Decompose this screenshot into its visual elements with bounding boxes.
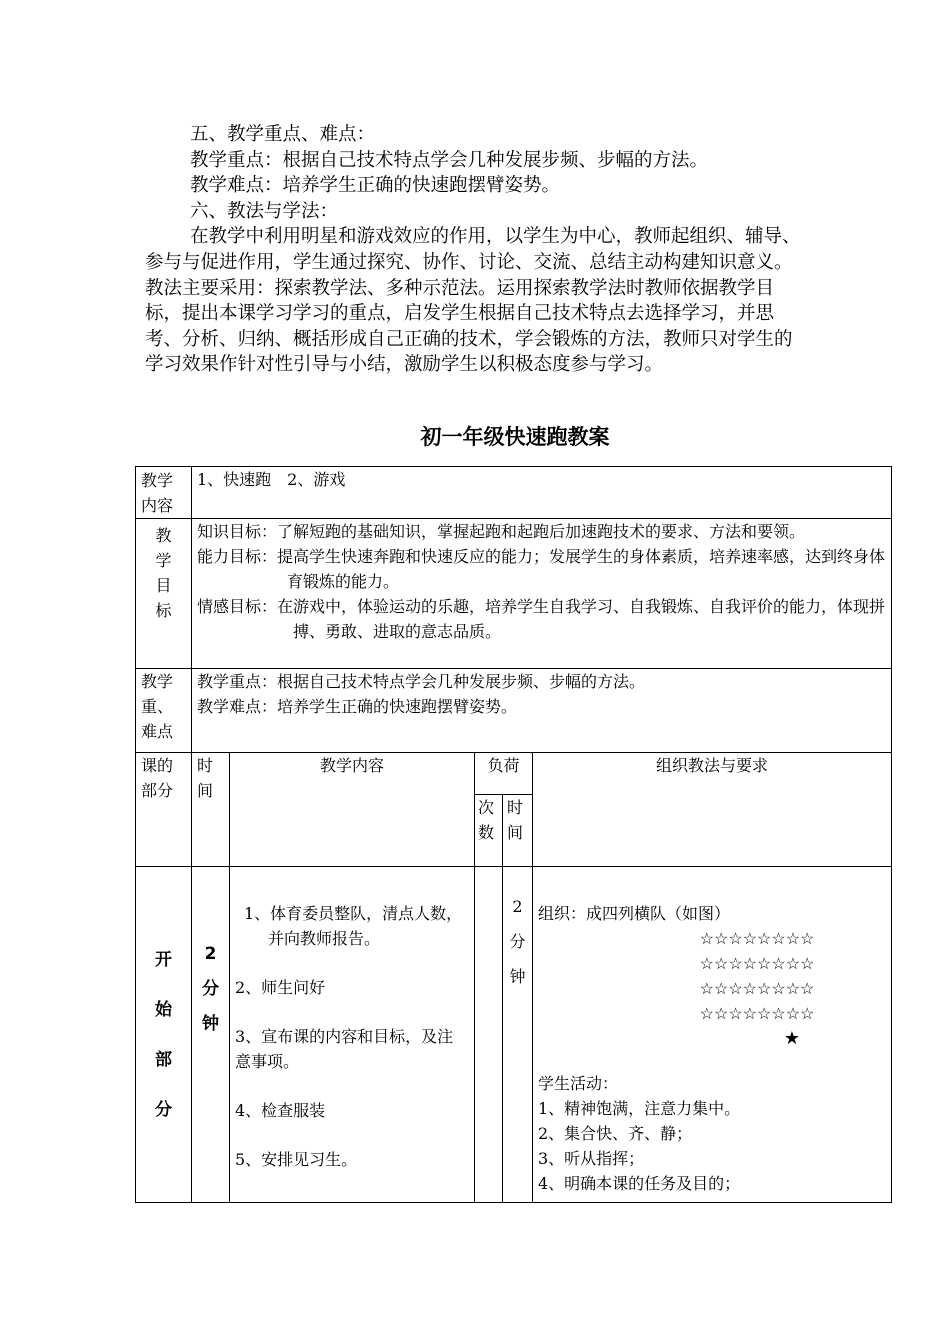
col-load-count: 次数	[475, 795, 503, 867]
keypoints-content	[192, 669, 892, 753]
content-value: 1、快速跑 2、游戏	[192, 467, 892, 519]
goal-ability: 能力目标：提高学生快速奔跑和快速反应的能力；发展学生的身体素质，培养速率感，达到终身体育锻炼的能力。	[197, 547, 886, 591]
col-load: 负荷	[475, 753, 533, 795]
formation-row: ☆☆☆☆☆☆☆☆	[699, 1004, 815, 1023]
keypoint-1: 教学重点：根据自己技术特点学会几种发展步频、步幅的方法。	[197, 672, 646, 691]
load-time-start: 2 分 钟	[503, 867, 533, 1203]
col-org: 组织教法与要求	[533, 753, 892, 867]
list-item: 3、宣布课的内容和目标，及注意事项。	[235, 1027, 454, 1071]
col-time: 时间	[192, 753, 230, 867]
list-item: 1、体育委员整队，清点人数，并向教师报告。	[244, 904, 463, 948]
method-paragraph: 在教学中利用明星和游戏效应的作用，以学生为中心，教师起组织、辅导、参与与促进作用，学生通过探究、协作、讨论、交流、总结主动构建知识意义。教法主要采用：探索教学法、多种示范法。运用探索教学法时教师依据教学目标，提出本课学习学习的重点，启发学生根据自己技术特点去选择学习，并思考、分析、归纳、概括形成自己正确的技术，学会锻炼的方法，教师只对学生的学习效果作针对性引导与小结，激励学生以积极态度参与学习。	[145, 226, 801, 376]
formation-row: ☆☆☆☆☆☆☆☆	[699, 929, 815, 948]
list-item: 2、师生问好	[235, 978, 326, 997]
goal-emotion: 情感目标：在游戏中，体验运动的乐趣，培养学生自我学习、自我锻炼、自我评价的能力，体现拼搏、勇敢、进取的意志品质。	[197, 597, 886, 641]
row-column-headers	[136, 753, 892, 795]
activity-item: 4、明确本课的任务及目的；	[538, 1174, 741, 1193]
content-label: 教学内容	[136, 467, 192, 519]
goals-label: 教 学 目 标	[136, 519, 192, 669]
page-title: 初一年级快速跑教案	[420, 425, 610, 449]
section5-heading: 五、教学重点、难点：	[190, 124, 376, 145]
key-point: 教学重点：根据自己技术特点学会几种发展步频、步幅的方法。	[190, 149, 709, 171]
difficulty: 教学难点：培养学生正确的快速跑摆臂姿势。	[190, 175, 561, 197]
load-count-start	[475, 867, 503, 1203]
row-start-part	[136, 867, 892, 1203]
goals-content	[192, 519, 892, 669]
goal-knowledge: 知识目标：了解短跑的基础知识，掌握起跑和起跑后加速跑技术的要求、方法和要领。	[197, 522, 806, 541]
list-item: 4、检查服装	[235, 1101, 326, 1120]
activity-heading: 学生活动：	[538, 1074, 619, 1093]
time-start: 2 分 钟	[192, 867, 230, 1203]
row-goals	[136, 519, 892, 669]
activity-item: 3、听从指挥；	[538, 1149, 645, 1168]
lesson-plan-table	[135, 466, 892, 1203]
formation-row: ☆☆☆☆☆☆☆☆	[699, 954, 815, 973]
teacher-star-icon: ★	[783, 1028, 801, 1049]
col-load-time: 时间	[503, 795, 533, 867]
col-part: 课的部分	[136, 753, 192, 867]
keypoints-label: 教学重、难点	[136, 669, 192, 753]
start-content-list	[230, 867, 475, 1203]
intro-section	[145, 122, 810, 378]
col-content: 教学内容	[230, 753, 475, 867]
start-organization	[533, 867, 892, 1203]
row-keypoints	[136, 669, 892, 753]
section6-heading: 六、教法与学法：	[190, 200, 339, 222]
keypoint-2: 教学难点：培养学生正确的快速跑摆臂姿势。	[197, 697, 518, 716]
org-heading: 组织：成四列横队（如图）	[538, 904, 731, 923]
activity-item: 2、集合快、齐、静；	[538, 1124, 693, 1143]
formation-row: ☆☆☆☆☆☆☆☆	[699, 979, 815, 998]
list-item: 5、安排见习生。	[235, 1150, 358, 1169]
row-teaching-content	[136, 467, 892, 519]
part-start: 开 始 部 分	[136, 867, 192, 1203]
activity-item: 1、精神饱满，注意力集中。	[538, 1099, 741, 1118]
